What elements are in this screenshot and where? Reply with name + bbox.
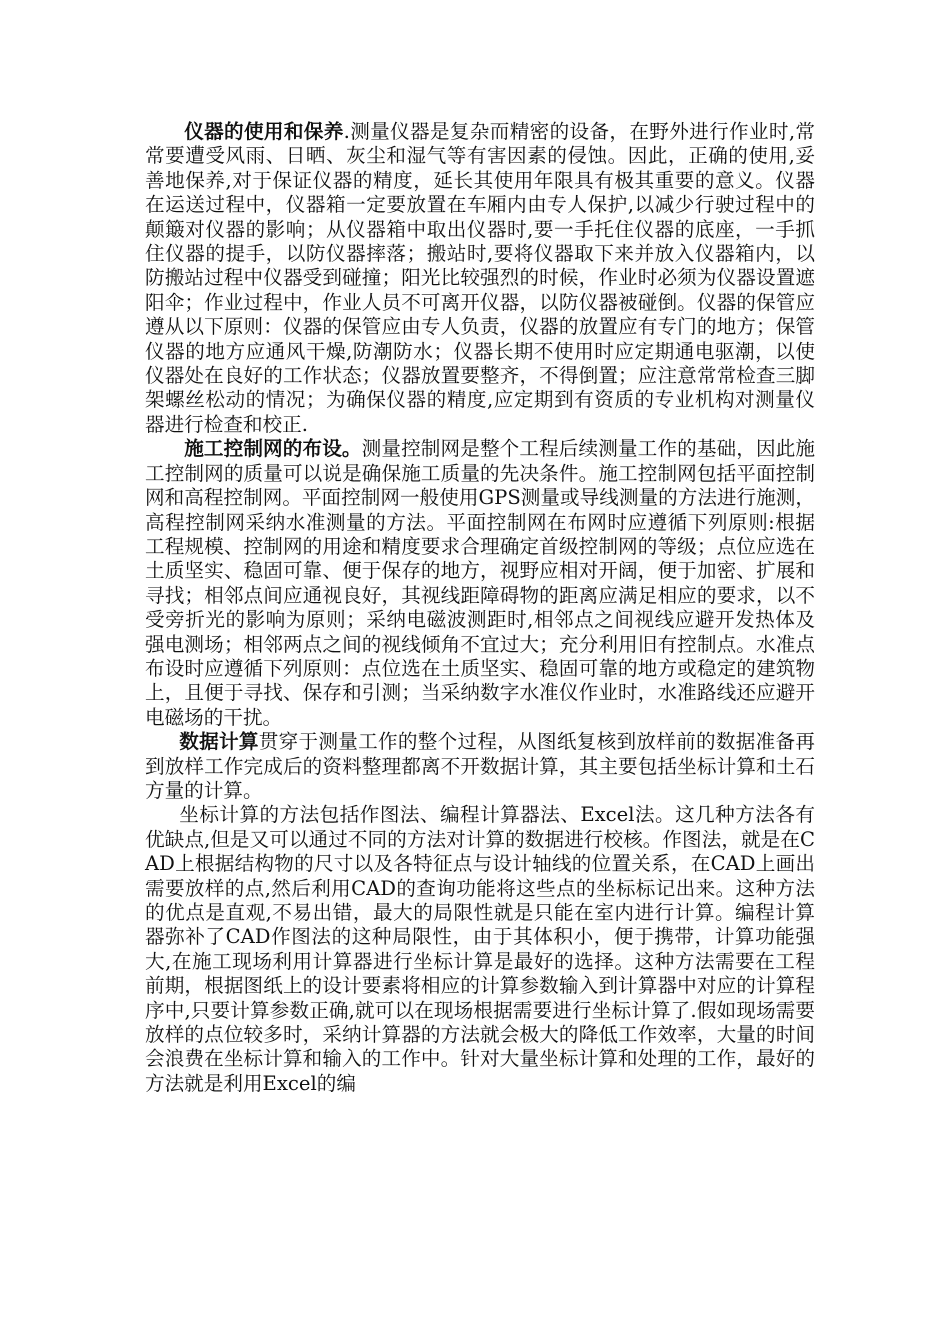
paragraph-control-network: [145, 437, 815, 730]
paragraph-body-text: 贯穿于测量工作的整个过程，从图纸复核到放样前的数据准备再到放样工作完成后的资料整理都离不开数据计算，其主要包括坐标计算和土石方量的计算。: [145, 730, 816, 802]
paragraph-coordinate-calculation: [145, 803, 815, 1096]
paragraph-body-text: 坐标计算的方法包括作图法、编程计算器法、Excel法。这几种方法各有优缺点,但是又可以通过不同的方法对计算的数据进行校核。作图法，就是在CAD上根据结构物的尺寸以及各特征点与设计轴线的位置关系，在CAD上画出需要放样的点,然后利用CAD的查询功能将这些点的坐标标记出来。这种方法的优点是直观,不易出错，最大的局限性就是只能在室内进行计算。编程计算器弥补了CAD作图法的这种局限性，由于其体积小，便于携带，计算功能强大,在施工现场利用计算器进行坐标计算是最好的选择。这种方法需要在工程前期，根据图纸上的设计要素将相应的计算参数输入到计算器中对应的计算程序中,只要计算参数正确,就可以在现场根据需要进行坐标计算了.假如现场需要放样的点位较多时，采纳计算器的方法就会极大的降低工作效率，大量的时间会浪费在坐标计算和输入的工作中。针对大量坐标计算和处理的工作，最好的方法就是利用Excel的编: [145, 803, 815, 1095]
paragraph-instrument-care: [145, 120, 815, 437]
paragraph-lead-heading: 数据计算: [179, 730, 259, 754]
paragraph-data-calculation: [145, 730, 815, 803]
paragraph-lead-heading: 仪器的使用和保养: [184, 120, 344, 143]
paragraph-body-text: .测量仪器是复杂而精密的设备，在野外进行作业时,常常要遭受风雨、日晒、灰尘和湿气等有害因素的侵蚀。因此，正确的使用,妥善地保养,对于保证仪器的精度，延长其使用年限具有极其重要的意义。仪器在运送过程中，仪器箱一定要放置在车厢内由专人保护,以减少行驶过程中的颠簸对仪器的影响；从仪器箱中取出仪器时,要一手托住仪器的底座，一手抓住仪器的提手，以防仪器摔落；搬站时,要将仪器取下来并放入仪器箱内，以防搬站过程中仪器受到碰撞；阳光比较强烈的时候，作业时必须为仪器设置遮阳伞；作业过程中，作业人员不可离开仪器，以防仪器被碰倒。仪器的保管应遵从以下原则：仪器的保管应由专人负责，仪器的放置应有专门的地方；保管仪器的地方应通风干燥,防潮防水；仪器长期不使用时应定期通电驱潮，以使仪器处在良好的工作状态；仪器放置要整齐，不得倒置；应注意常常检查三脚架螺丝松动的情况；为确保仪器的精度,应定期到有资质的专业机构对测量仪器进行检查和校正.: [145, 120, 815, 436]
document-page: [145, 120, 815, 1096]
paragraph-body-text: 测量控制网是整个工程后续测量工作的基础，因此施工控制网的质量可以说是确保施工质量的先决条件。施工控制网包括平面控制网和高程控制网。平面控制网一般使用GPS测量或导线测量的方法进行施测，高程控制网采纳水准测量的方法。平面控制网在布网时应遵循下列原则:根据工程规模、控制网的用途和精度要求合理确定首级控制网的等级；点位应选在土质坚实、稳固可靠、便于保存的地方，视野应相对开阔，便于加密、扩展和寻找；相邻点间应通视良好，其视线距障碍物的距离应满足相应的要求，以不受旁折光的影响为原则；采纳电磁波测距时,相邻点之间视线应避开发热体及强电测场；相邻两点之间的视线倾角不宜过大；充分利用旧有控制点。水准点布设时应遵循下列原则：点位选在土质坚实、稳固可靠的地方或稳定的建筑物上，且便于寻找、保存和引测；当采纳数字水准仪作业时，水准路线还应避开电磁场的干扰。: [145, 437, 816, 729]
paragraph-lead-heading: 施工控制网的布设。: [184, 437, 362, 461]
